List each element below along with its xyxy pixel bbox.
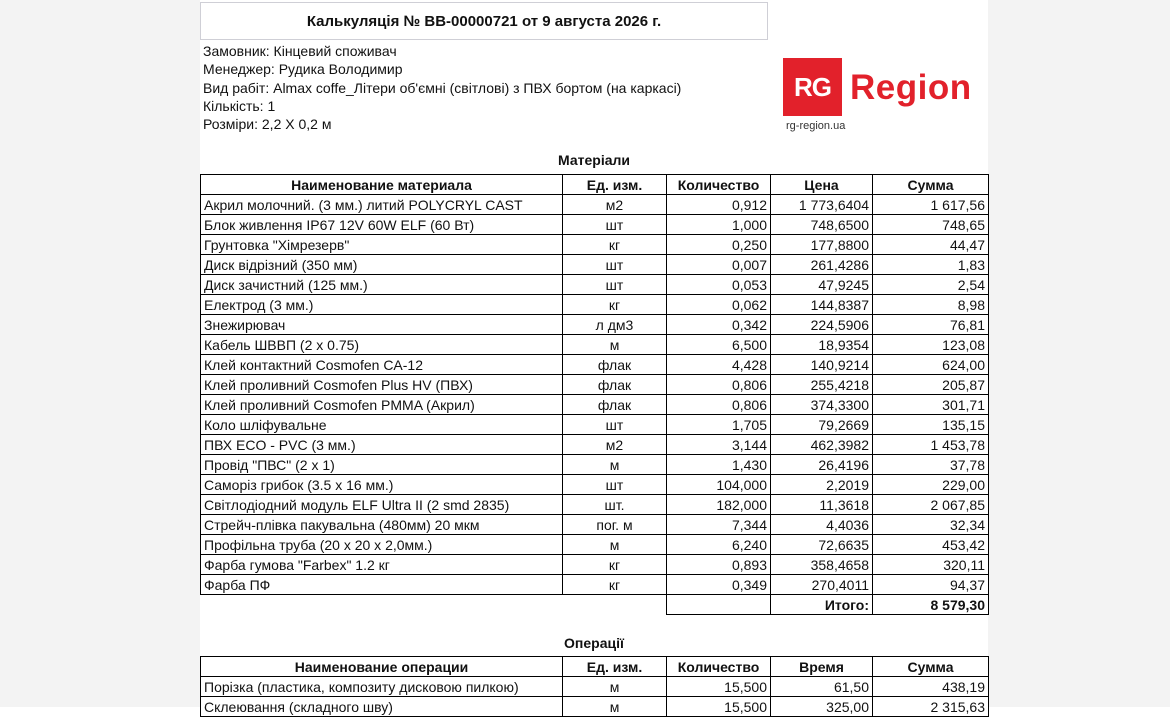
cell-quantity: 0,806 xyxy=(667,375,771,395)
cell-quantity: 1,430 xyxy=(667,455,771,475)
cell-quantity: 0,893 xyxy=(667,555,771,575)
cell-quantity: 0,349 xyxy=(667,575,771,595)
cell-price: 26,4196 xyxy=(771,455,873,475)
cell-price: 1 773,6404 xyxy=(771,195,873,215)
header-time: Время xyxy=(771,657,873,677)
operations-table xyxy=(200,656,989,717)
cell-price: 224,5906 xyxy=(771,315,873,335)
cell-price: 11,3618 xyxy=(771,495,873,515)
cell-price: 177,8800 xyxy=(771,235,873,255)
cell-unit: кг xyxy=(563,575,667,595)
logo-badge: RG xyxy=(783,58,842,116)
cell-quantity: 1,705 xyxy=(667,415,771,435)
cell-unit: м xyxy=(563,677,667,697)
cell-unit: флак xyxy=(563,395,667,415)
cell-sum: 624,00 xyxy=(873,355,989,375)
logo-url: rg-region.ua xyxy=(786,120,846,132)
cell-name: Провід "ПВС" (2 х 1) xyxy=(201,455,563,475)
cell-unit: шт xyxy=(563,415,667,435)
cell-name: Клей проливний Cosmofen Plus HV (ПВХ) xyxy=(201,375,563,395)
cell-name: Блок живлення IP67 12V 60W ELF (60 Вт) xyxy=(201,215,563,235)
header-unit: Ед. изм. xyxy=(563,175,667,195)
cell-unit: л дм3 xyxy=(563,315,667,335)
cell-unit: м xyxy=(563,535,667,555)
materials-header-row xyxy=(201,175,989,195)
operation-row xyxy=(201,677,989,697)
header-quantity: Количество xyxy=(667,657,771,677)
material-row xyxy=(201,275,989,295)
material-row xyxy=(201,535,989,555)
material-row xyxy=(201,455,989,475)
cell-sum: 438,19 xyxy=(873,677,989,697)
cell-sum: 229,00 xyxy=(873,475,989,495)
cell-name: Грунтовка "Хімрезерв" xyxy=(201,235,563,255)
cell-sum: 37,78 xyxy=(873,455,989,475)
cell-time: 325,00 xyxy=(771,697,873,717)
cell-sum: 2 315,63 xyxy=(873,697,989,717)
cell-quantity: 7,344 xyxy=(667,515,771,535)
cell-unit: флак xyxy=(563,355,667,375)
cell-quantity: 1,000 xyxy=(667,215,771,235)
total-spacer xyxy=(563,595,667,615)
cell-unit: м2 xyxy=(563,195,667,215)
cell-quantity: 15,500 xyxy=(667,677,771,697)
right-margin xyxy=(988,0,1170,707)
cell-quantity: 6,500 xyxy=(667,335,771,355)
material-row xyxy=(201,435,989,455)
material-row xyxy=(201,375,989,395)
header-price: Цена xyxy=(771,175,873,195)
cell-price: 261,4286 xyxy=(771,255,873,275)
material-row xyxy=(201,515,989,535)
cell-unit: кг xyxy=(563,295,667,315)
cell-unit: м xyxy=(563,697,667,717)
cell-name: Порізка (пластика, композиту дисковою пилкою) xyxy=(201,677,563,697)
total-value: 8 579,30 xyxy=(873,595,989,615)
cell-sum: 32,34 xyxy=(873,515,989,535)
cell-unit: шт xyxy=(563,275,667,295)
cell-price: 140,9214 xyxy=(771,355,873,375)
material-row xyxy=(201,415,989,435)
cell-price: 358,4658 xyxy=(771,555,873,575)
cell-price: 4,4036 xyxy=(771,515,873,535)
header-quantity: Количество xyxy=(667,175,771,195)
material-row xyxy=(201,215,989,235)
cell-price: 47,9245 xyxy=(771,275,873,295)
materials-table xyxy=(200,174,989,615)
cell-sum: 748,65 xyxy=(873,215,989,235)
material-row xyxy=(201,315,989,335)
cell-sum: 8,98 xyxy=(873,295,989,315)
cell-unit: шт. xyxy=(563,495,667,515)
cell-name: Електрод (3 мм.) xyxy=(201,295,563,315)
material-row xyxy=(201,475,989,495)
cell-sum: 94,37 xyxy=(873,575,989,595)
cell-quantity: 6,240 xyxy=(667,535,771,555)
cell-price: 374,3300 xyxy=(771,395,873,415)
cell-quantity: 0,342 xyxy=(667,315,771,335)
cell-sum: 1 617,56 xyxy=(873,195,989,215)
cell-quantity: 0,912 xyxy=(667,195,771,215)
cell-name: Фарба ПФ xyxy=(201,575,563,595)
cell-name: Склеювання (складного шву) xyxy=(201,697,563,717)
cell-price: 270,4011 xyxy=(771,575,873,595)
cell-unit: кг xyxy=(563,235,667,255)
material-row xyxy=(201,575,989,595)
order-info xyxy=(203,42,681,133)
cell-price: 748,6500 xyxy=(771,215,873,235)
total-empty-cell xyxy=(667,595,771,615)
cell-name: Кабель ШВВП (2 х 0.75) xyxy=(201,335,563,355)
material-row xyxy=(201,255,989,275)
cell-name: Профільна труба (20 х 20 х 2,0мм.) xyxy=(201,535,563,555)
cell-sum: 44,47 xyxy=(873,235,989,255)
cell-sum: 1,83 xyxy=(873,255,989,275)
material-row xyxy=(201,395,989,415)
cell-name: Клей проливний Cosmofen PMMA (Акрил) xyxy=(201,395,563,415)
cell-name: Саморіз грибок (3.5 х 16 мм.) xyxy=(201,475,563,495)
cell-name: ПВХ ECO - PVC (3 мм.) xyxy=(201,435,563,455)
cell-sum: 301,71 xyxy=(873,395,989,415)
cell-unit: шт xyxy=(563,475,667,495)
cell-quantity: 0,062 xyxy=(667,295,771,315)
cell-name: Клей контактний Cosmofen CA-12 xyxy=(201,355,563,375)
cell-quantity: 0,007 xyxy=(667,255,771,275)
cell-sum: 453,42 xyxy=(873,535,989,555)
cell-price: 255,4218 xyxy=(771,375,873,395)
cell-unit: м xyxy=(563,335,667,355)
material-row xyxy=(201,195,989,215)
cell-quantity: 4,428 xyxy=(667,355,771,375)
material-row xyxy=(201,495,989,515)
operations-header-row xyxy=(201,657,989,677)
cell-price: 72,6635 xyxy=(771,535,873,555)
cell-name: Акрил молочний. (3 мм.) литий POLYCRYL CAST xyxy=(201,195,563,215)
cell-unit: флак xyxy=(563,375,667,395)
cell-sum: 2,54 xyxy=(873,275,989,295)
materials-total-row xyxy=(201,595,989,615)
cell-sum: 205,87 xyxy=(873,375,989,395)
cell-unit: м2 xyxy=(563,435,667,455)
logo-wordmark: Region xyxy=(850,68,972,107)
quantity-line: Кількість: 1 xyxy=(203,97,276,114)
cell-name: Світлодіодний модуль ELF Ultra II (2 smd 2835) xyxy=(201,495,563,515)
cell-time: 61,50 xyxy=(771,677,873,697)
material-row xyxy=(201,355,989,375)
operations-section-title: Операції xyxy=(564,635,624,651)
cell-name: Фарба гумова "Farbex" 1.2 кг xyxy=(201,555,563,575)
cell-quantity: 0,806 xyxy=(667,395,771,415)
cell-price: 79,2669 xyxy=(771,415,873,435)
company-logo xyxy=(783,58,983,138)
cell-quantity: 182,000 xyxy=(667,495,771,515)
cell-name: Диск зачистний (125 мм.) xyxy=(201,275,563,295)
cell-quantity: 0,250 xyxy=(667,235,771,255)
cell-quantity: 15,500 xyxy=(667,697,771,717)
cell-price: 18,9354 xyxy=(771,335,873,355)
dimensions-line: Розміри: 2,2 Х 0,2 м xyxy=(203,116,332,133)
cell-unit: пог. м xyxy=(563,515,667,535)
left-margin xyxy=(0,0,200,707)
cell-sum: 2 067,85 xyxy=(873,495,989,515)
cell-sum: 76,81 xyxy=(873,315,989,335)
cell-price: 462,3982 xyxy=(771,435,873,455)
cell-quantity: 3,144 xyxy=(667,435,771,455)
document-title: Калькуляція № ВВ-00000721 от 9 августа 2026 г. xyxy=(200,2,768,40)
cell-unit: м xyxy=(563,455,667,475)
header-material-name: Наименование материала xyxy=(201,175,563,195)
materials-section-title: Матеріали xyxy=(558,152,630,168)
cell-quantity: 0,053 xyxy=(667,275,771,295)
cell-name: Стрейч-плівка пакувальна (480мм) 20 мкм xyxy=(201,515,563,535)
cell-unit: шт xyxy=(563,255,667,275)
total-label: Итого: xyxy=(771,595,873,615)
cell-name: Диск відрізний (350 мм) xyxy=(201,255,563,275)
material-row xyxy=(201,335,989,355)
cell-price: 144,8387 xyxy=(771,295,873,315)
cell-unit: шт xyxy=(563,215,667,235)
cell-name: Знежирювач xyxy=(201,315,563,335)
customer-line: Замовник: Кінцевий споживач xyxy=(203,43,397,59)
cell-price: 2,2019 xyxy=(771,475,873,495)
cell-quantity: 104,000 xyxy=(667,475,771,495)
header-operation-name: Наименование операции xyxy=(201,657,563,677)
material-row xyxy=(201,235,989,255)
manager-line: Менеджер: Рудика Володимир xyxy=(203,61,403,78)
material-row xyxy=(201,295,989,315)
header-sum: Сумма xyxy=(873,175,989,195)
cell-sum: 1 453,78 xyxy=(873,435,989,455)
total-spacer xyxy=(201,595,563,615)
header-sum: Сумма xyxy=(873,657,989,677)
cell-unit: кг xyxy=(563,555,667,575)
cell-sum: 320,11 xyxy=(873,555,989,575)
cell-sum: 135,15 xyxy=(873,415,989,435)
header-unit: Ед. изм. xyxy=(563,657,667,677)
cell-sum: 123,08 xyxy=(873,335,989,355)
cell-name: Коло шліфувальне xyxy=(201,415,563,435)
work-type-line: Вид рабіт: Almax coffe_Літери об'ємні (світлові) з ПВХ бортом (на каркасі) xyxy=(203,79,682,96)
material-row xyxy=(201,555,989,575)
